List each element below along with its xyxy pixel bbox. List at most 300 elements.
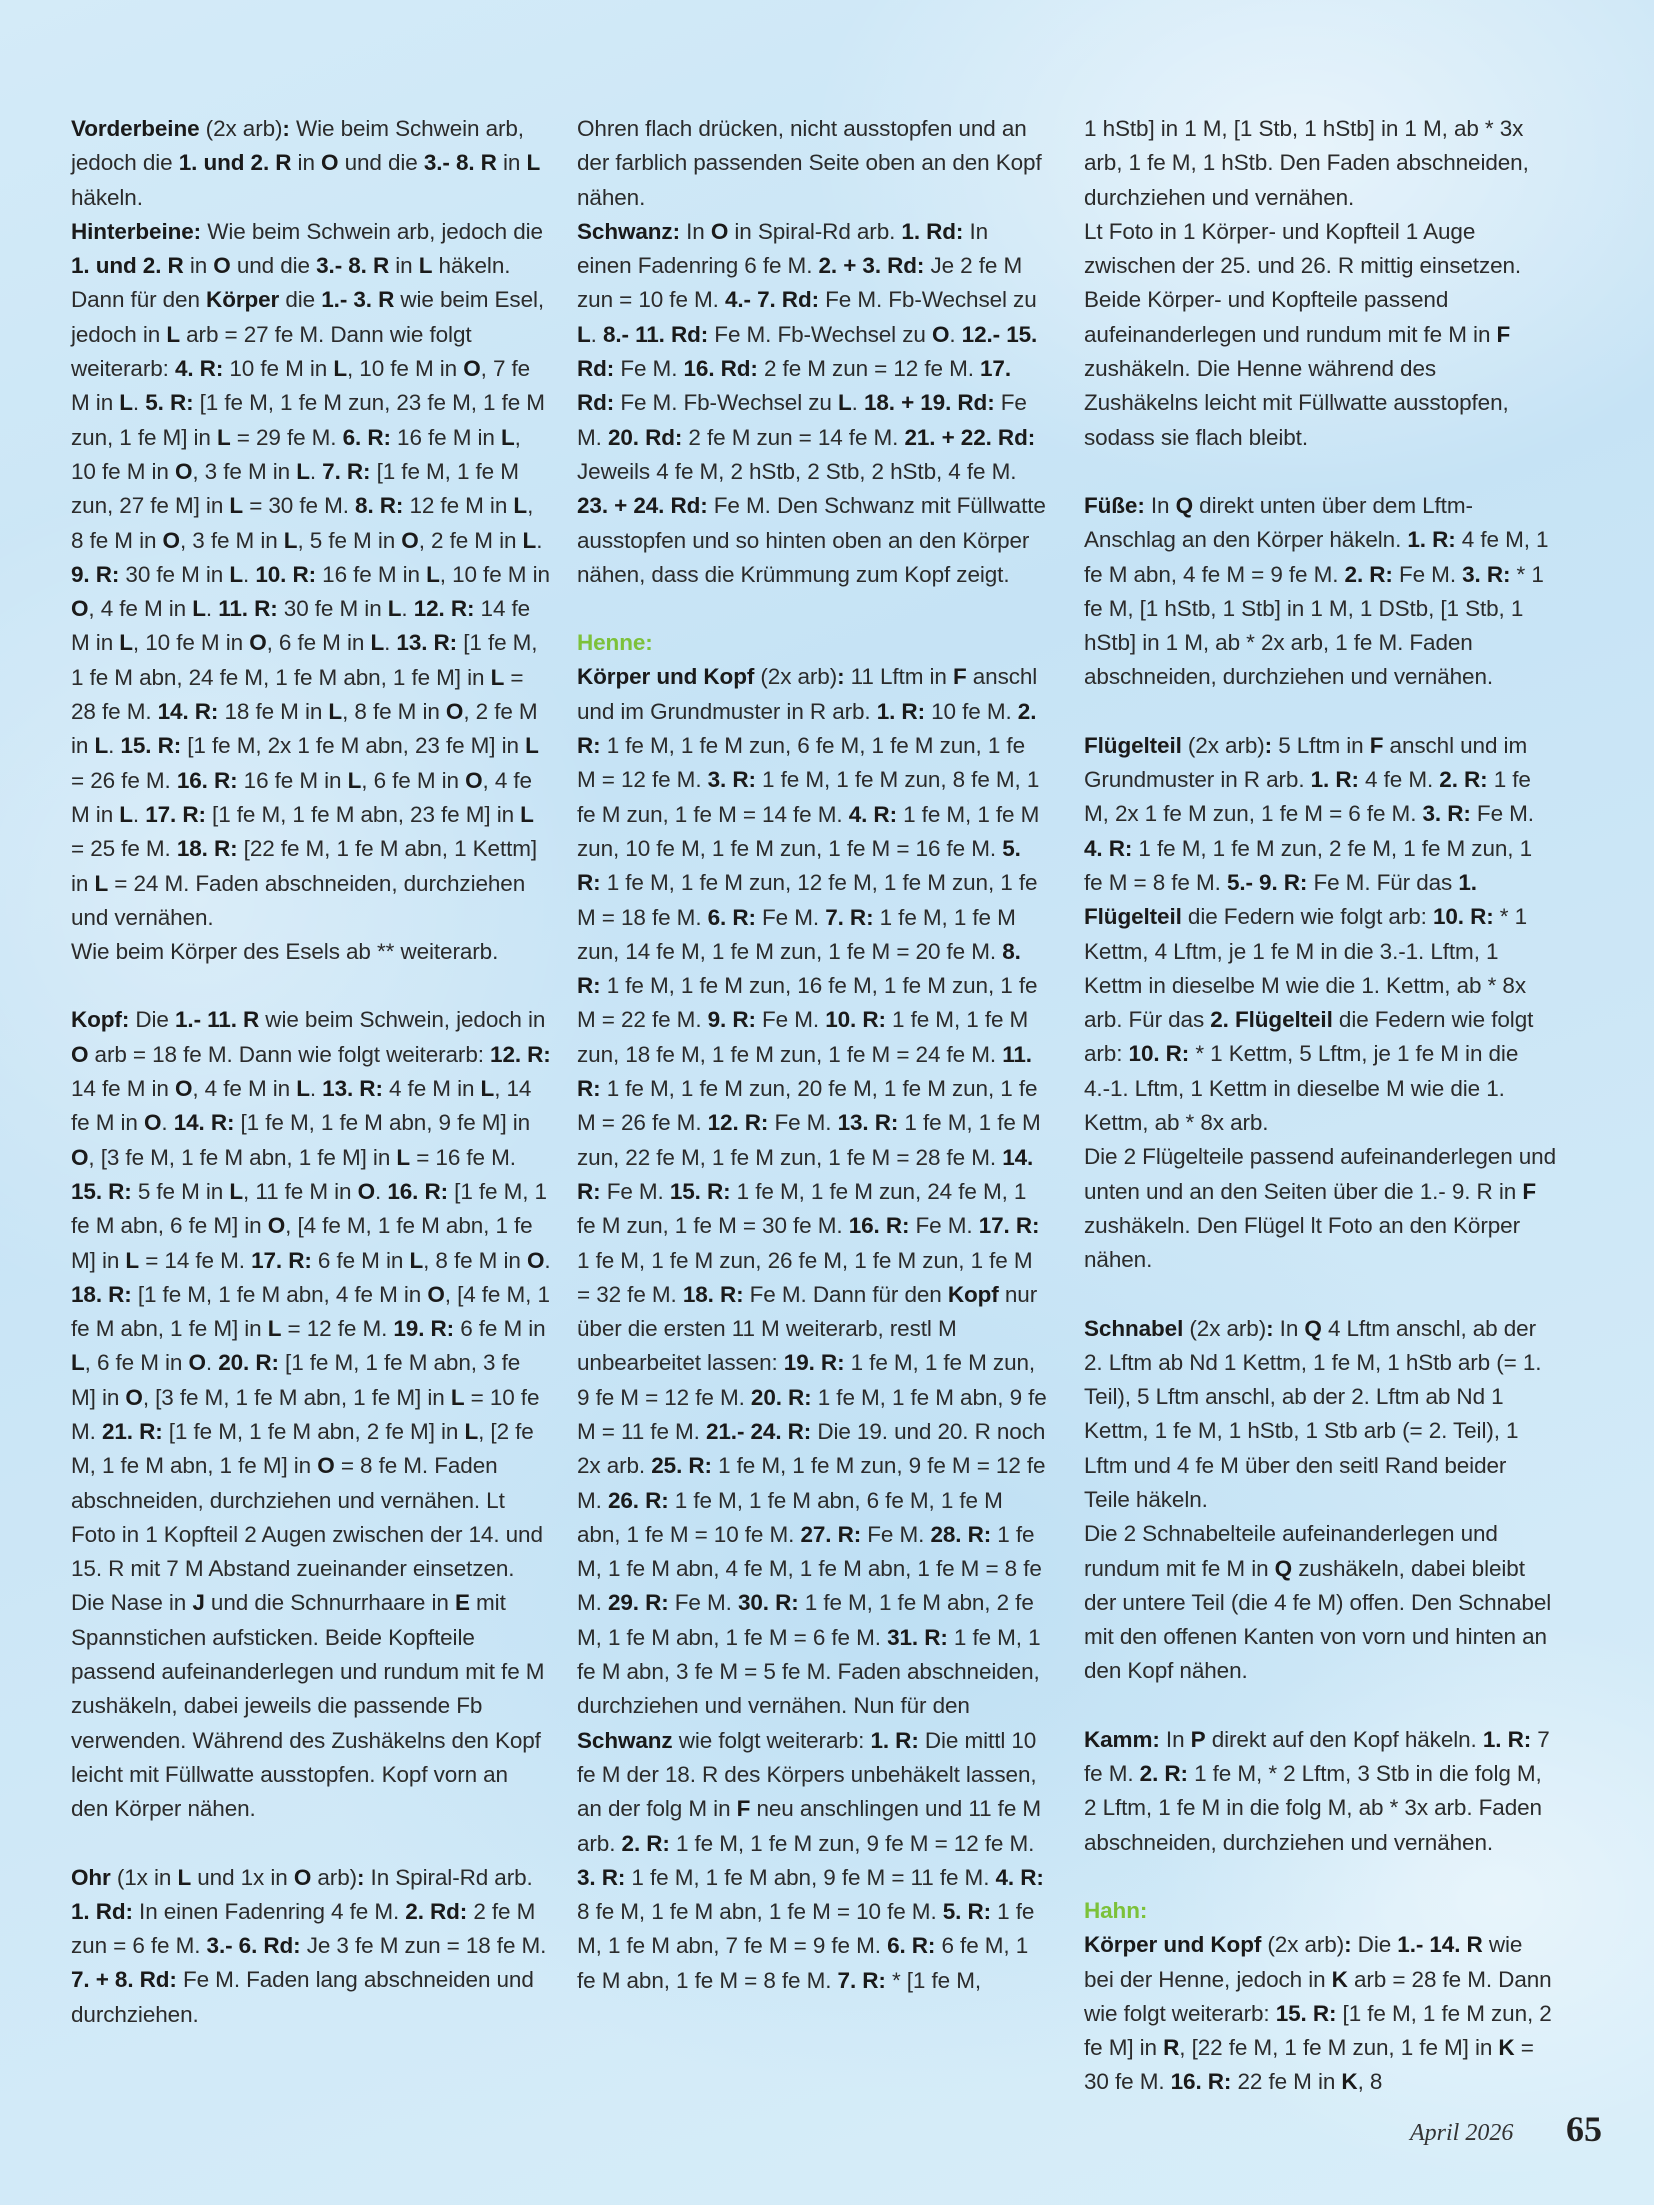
- text-run: In: [679, 218, 711, 244]
- bold-text: O: [71, 1041, 89, 1067]
- bold-text: L: [94, 870, 109, 896]
- text-run: in Spiral-Rd arb.: [728, 218, 902, 244]
- text-run: Fe M. Faden lang abschneiden und durchziehen.: [71, 1967, 534, 2027]
- text-run: Fe M. Fb-Wechsel zu: [614, 390, 838, 416]
- bold-text: 14. R:: [157, 699, 219, 725]
- bold-text: 12. R:: [413, 596, 475, 622]
- bold-text: 1. R:: [876, 698, 925, 724]
- bold-text: 18. R:: [176, 836, 238, 862]
- bold-text: 8. R:: [577, 938, 1021, 999]
- bold-text: O: [465, 767, 483, 793]
- text-run: Fe M.: [614, 356, 684, 382]
- bold-text: L: [577, 321, 591, 347]
- bold-text: O: [213, 253, 231, 279]
- text-run: Die: [129, 1007, 175, 1033]
- text-run: = 24 M. Faden abschneiden, durchziehen und vernähen.: [71, 870, 526, 930]
- paragraph-spacer: [71, 1827, 551, 1861]
- bold-text: 5. R:: [577, 835, 1021, 896]
- paragraph: [71, 935, 551, 969]
- text-run: mit Spannstichen aufsticken. Beide Kopfteile passend aufeinanderlegen und rundum mit fe M zushäkeln, dabei jeweils die passende Fb verwenden. Während des Zushäkelns den Kopf leicht mit Füllwatte ausstopfen. Kopf vorn an den Körper nähen.: [71, 1590, 545, 1822]
- bold-text: 8.- 11. Rd:: [602, 321, 709, 347]
- bold-text: L: [216, 424, 231, 450]
- text-run: 10 fe M.: [924, 698, 1018, 724]
- paragraph: [1084, 1928, 1556, 2099]
- text-run: [1 fe M, 1 fe M abn, 3 fe M] in: [71, 1350, 521, 1410]
- bold-text: 9. R:: [707, 1007, 756, 1033]
- bold-text: 16. R:: [1170, 2069, 1232, 2095]
- text-run: (2x arb): [199, 116, 283, 141]
- bold-text: :: [837, 664, 845, 690]
- bold-text: L: [333, 356, 347, 382]
- text-run: 1 fe M, 1 fe M zun, 6 fe M, 1 fe M zun, 1 fe M = 12 fe M.: [577, 733, 1025, 793]
- text-run: arb = 28 fe M. Dann wie folgt weiterarb:: [1084, 1966, 1552, 2026]
- bold-text: 13. R:: [322, 1076, 383, 1102]
- text-run: wie beim Schwein, jedoch in: [259, 1007, 546, 1033]
- text-run: .: [309, 458, 323, 484]
- bold-text: L: [837, 390, 852, 416]
- text-run: 7 fe M.: [1084, 1726, 1550, 1787]
- bold-text: O: [267, 1213, 286, 1239]
- text-run: .: [375, 1178, 388, 1204]
- bold-text: 7. + 8. Rd:: [71, 1967, 177, 1993]
- bold-text: 20. R:: [218, 1350, 279, 1376]
- text-run: 1 fe M, 1 fe M zun, 18 fe M, 1 fe M zun, 1 fe M = 24 fe M.: [577, 1007, 1029, 1067]
- bold-text: L: [426, 561, 440, 587]
- text-run: Fe M.: [755, 1007, 826, 1033]
- text-run: 22 fe M in: [1231, 2069, 1342, 2095]
- text-run: 1 fe M, 1 fe M abn, 9 fe M = 11 fe M.: [625, 1864, 996, 1890]
- text-run: Fe M. Den Schwanz mit Füllwatte ausstopfen und so hinten oben an den Körper nähen, dass die Krümmung zum Kopf zeigt.: [577, 493, 1046, 587]
- bold-text: 2. Flügelteil: [1210, 1007, 1333, 1033]
- paragraph-spacer: [1084, 695, 1556, 729]
- bold-text: P: [1190, 1726, 1206, 1752]
- bold-text: Flügelteil: [1084, 732, 1182, 758]
- text-run: 1 fe M, 1 fe M abn, 9 fe M = 11 fe M.: [577, 1384, 1047, 1444]
- text-run: [1 fe M, 1 fe M abn, 23 fe M] in: [205, 801, 521, 827]
- bold-text: 2. R:: [621, 1830, 670, 1856]
- paragraph-spacer: [1084, 1278, 1556, 1312]
- bold-text: O: [249, 630, 267, 656]
- text-run: = 28 fe M.: [71, 664, 524, 725]
- text-run: 1 fe M, 1 fe M zun, 24 fe M, 1 fe M zun, 1 fe M = 30 fe M.: [577, 1178, 1027, 1239]
- bold-text: 5. R:: [145, 390, 194, 416]
- text-run: 1 fe M, 1 fe M abn, 6 fe M, 1 fe M abn, 1 fe M = 10 fe M.: [577, 1487, 1003, 1547]
- text-run: In: [1273, 1315, 1305, 1341]
- bold-text: 3.- 8. R: [423, 150, 497, 176]
- bold-text: O: [188, 1350, 206, 1376]
- text-run: Wie beim Schwein arb, jedoch die: [201, 218, 543, 244]
- text-run: = 25 fe M.: [71, 836, 177, 862]
- text-run: = 30 fe M.: [243, 493, 356, 519]
- bold-text: L: [480, 1076, 495, 1102]
- text-run: 1 fe M, 1 fe M zun, 16 fe M, 1 fe M zun, 1 fe M = 22 fe M.: [577, 973, 1038, 1033]
- text-run: In: [1144, 492, 1176, 518]
- text-run: [22 fe M, 1 fe M abn, 1 Kettm] in: [71, 836, 538, 896]
- text-run: 1 fe M, 1 fe M zun, 9 fe M = 12 fe M.: [577, 1350, 1036, 1410]
- text-run: , [2 fe M, 1 fe M abn, 1 fe M] in: [71, 1418, 534, 1479]
- bold-text: 15. R:: [120, 733, 182, 759]
- text-run: , 8 fe M in: [423, 1247, 527, 1273]
- text-run: Die 2 Schnabelteile aufeinanderlegen und rundum mit fe M in: [1084, 1521, 1498, 1581]
- bold-text: O: [143, 1110, 162, 1136]
- bold-text: L: [177, 1864, 192, 1890]
- bold-text: 3. R:: [577, 1864, 626, 1890]
- text-run: (1x in: [110, 1864, 178, 1890]
- text-run: arb): [311, 1864, 357, 1890]
- text-run: 5 fe M in: [131, 1178, 230, 1204]
- paragraph-spacer: [1084, 1860, 1556, 1894]
- bold-text: 4.- 7. Rd:: [724, 287, 819, 313]
- section-heading: [1084, 1894, 1556, 1928]
- bold-text: 1. R:: [1482, 1726, 1532, 1752]
- bold-text: J: [192, 1590, 205, 1616]
- bold-text: 20. Rd:: [607, 424, 683, 450]
- text-run: Henne:: [577, 630, 653, 656]
- text-run: 1 fe M, 2x 1 fe M zun, 1 fe M = 6 fe M.: [1084, 767, 1531, 827]
- bold-text: L: [166, 321, 180, 347]
- text-run: In: [1159, 1726, 1191, 1752]
- bold-text: L: [119, 801, 133, 827]
- text-run: Die mittl 10 fe M der 18. R des Körpers unbehäkelt lassen, an der folg M in: [577, 1727, 1037, 1822]
- bold-text: 16. R:: [387, 1178, 449, 1204]
- bold-text: 9. R:: [71, 561, 120, 587]
- paragraph: [1084, 1517, 1556, 1688]
- bold-text: 4. R:: [848, 801, 897, 827]
- text-run: , [4 fe M, 1 fe M abn, 1 fe M] in: [71, 1281, 550, 1342]
- bold-text: L: [526, 150, 541, 176]
- bold-text: Hinterbeine:: [71, 218, 202, 244]
- bold-text: 10. R:: [1432, 904, 1494, 930]
- bold-text: 10. R:: [825, 1007, 886, 1033]
- text-run: 2 fe M zun = 6 fe M.: [71, 1898, 536, 1959]
- page-number: 65: [1566, 2109, 1602, 2149]
- bold-text: O: [931, 321, 950, 347]
- text-run: Fe M. Fb-Wechsel zu: [708, 321, 932, 347]
- text-run: wie bei der Henne, jedoch in: [1084, 1932, 1523, 1992]
- text-run: 1 fe M, 1 fe M zun, 20 fe M, 1 fe M zun, 1 fe M = 26 fe M.: [577, 1076, 1038, 1136]
- text-run: die: [279, 287, 322, 313]
- bold-text: 30. R:: [737, 1590, 799, 1616]
- text-run: Fe M.: [1470, 801, 1534, 827]
- bold-text: 18. + 19. Rd:: [863, 390, 995, 416]
- text-run: Fe M.: [909, 1213, 979, 1239]
- bold-text: L: [229, 493, 244, 519]
- text-run: zushäkeln. Den Flügel lt Foto an den Körper nähen.: [1084, 1212, 1520, 1273]
- text-run: , 7 fe M in: [71, 356, 531, 416]
- text-run: , 10 fe M in: [71, 424, 521, 484]
- text-run: 12 fe M in: [403, 493, 514, 519]
- text-run: neu anschlingen und 11 fe M arb.: [577, 1796, 1042, 1856]
- text-run: In einen Fadenring 4 fe M.: [132, 1898, 406, 1924]
- bold-text: 16. R:: [848, 1213, 910, 1239]
- text-run: häkeln. Dann für den: [71, 253, 511, 313]
- text-run: 5 Lftm in: [1272, 732, 1370, 758]
- paragraph-spacer: [1084, 455, 1556, 489]
- bold-text: 15. R:: [1275, 2000, 1337, 2026]
- bold-text: 10. R:: [255, 561, 317, 587]
- text-run: Fe M. Für das: [1307, 869, 1459, 895]
- text-run: 4 Lftm anschl, ab der 2. Lftm ab Nd 1 Kettm, 1 fe M, 1 hStb arb (= 1. Teil), 5 Lftm anschl, ab der 2. Lftm ab Nd 1 Kettm, 1 fe M, 1 hStb, 1 Stb arb (= 2. Teil), 1 Lftm und 4 fe M über den seitl Rand beider Teile häkeln.: [1084, 1315, 1542, 1512]
- bold-text: L: [464, 1418, 479, 1444]
- bold-text: 1. Rd:: [71, 1898, 133, 1924]
- text-run: , [3 fe M, 1 fe M abn, 1 fe M] in: [88, 1144, 397, 1170]
- text-run: 18 fe M in: [218, 699, 329, 725]
- text-run: 2 fe M zun = 14 fe M.: [682, 424, 905, 450]
- bold-text: O: [162, 527, 180, 553]
- text-run: 1 fe M, * 2 Lftm, 3 Stb in die folg M, 2 Lftm, 1 fe M in die folg M, ab * 3x arb. Faden abschneiden, durchziehen und vernähen.: [1084, 1761, 1542, 1855]
- paragraph: [71, 1003, 551, 1826]
- bold-text: 2. R:: [1344, 561, 1393, 587]
- bold-text: O: [463, 356, 481, 382]
- bold-text: R: [1163, 2035, 1180, 2061]
- text-run: , 4 fe M in: [71, 767, 532, 827]
- paragraph: [577, 660, 1047, 1998]
- text-run: Fe M.: [861, 1521, 931, 1547]
- text-run: [1 fe M, 1 fe M zun, 23 fe M, 1 fe M zun, 1 fe M] in: [71, 390, 545, 450]
- bold-text: 1. Flügelteil: [1084, 869, 1477, 930]
- text-run: 8 fe M, 1 fe M abn, 1 fe M = 10 fe M.: [577, 1899, 943, 1925]
- bold-text: 2. Rd:: [405, 1898, 468, 1924]
- text-run: In Spiral-Rd arb.: [364, 1864, 533, 1890]
- text-run: arb = 27 fe M. Dann wie folgt weiterarb:: [71, 321, 472, 382]
- bold-text: 17. R:: [145, 801, 206, 827]
- text-run: und die: [338, 150, 424, 176]
- text-run: , 8: [1357, 2069, 1383, 2095]
- bold-text: L: [520, 801, 534, 827]
- text-run: [1 fe M, 1 fe M abn, 6 fe M] in: [71, 1178, 547, 1239]
- bold-text: 1.- 11. R: [175, 1007, 260, 1033]
- text-run: in: [496, 150, 527, 176]
- bold-text: L: [387, 596, 402, 622]
- text-run: 1 fe M, 1 fe M zun, 9 fe M = 12 fe M.: [669, 1830, 1035, 1856]
- bold-text: L: [267, 1316, 282, 1342]
- bold-text: O: [427, 1281, 445, 1307]
- bold-text: Körper und Kopf: [577, 664, 755, 690]
- text-run: = 8 fe M. Faden abschneiden, durchziehen und vernähen. Lt Foto in 1 Kopfteil 2 Augen zwischen der 14. und 15. R mit 7 M Abstand zueinander einsetzen. Die Nase in: [71, 1453, 543, 1616]
- paragraph: [1084, 1312, 1556, 1518]
- bold-text: O: [710, 218, 729, 244]
- text-run: * [1 fe M,: [885, 1967, 981, 1993]
- text-run: 6 fe M, 1 fe M abn, 1 fe M = 8 fe M.: [577, 1933, 1029, 1993]
- bold-text: F: [1496, 321, 1511, 347]
- bold-text: 1.- 14. R: [1397, 1932, 1483, 1958]
- bold-text: 17. R:: [978, 1213, 1040, 1239]
- text-run: , 11 fe M in: [243, 1178, 358, 1204]
- text-run: 1 fe M, 1 fe M abn, 3 fe M = 5 fe M. Faden abschneiden, durchziehen und vernähen. Nun für den: [577, 1624, 1041, 1719]
- bold-text: O: [293, 1864, 312, 1890]
- text-run: 1 fe M, 1 fe M zun, 8 fe M, 1 fe M zun, 1 fe M = 14 fe M.: [577, 767, 1040, 827]
- bold-text: 21.- 24. R:: [705, 1418, 812, 1444]
- bold-text: L: [283, 527, 298, 553]
- bold-text: 2. R:: [1139, 1761, 1188, 1787]
- paragraph: [1084, 1140, 1556, 1277]
- bold-text: Kopf:: [71, 1007, 130, 1033]
- bold-text: Körper und Kopf: [1084, 1932, 1262, 1958]
- text-run: [1 fe M, 1 fe M abn, 9 fe M] in: [234, 1110, 531, 1136]
- bold-text: 2. + 3. Rd:: [818, 253, 925, 279]
- bold-text: 4. R:: [1084, 835, 1133, 861]
- paragraph: [1084, 1723, 1556, 1860]
- text-run: 1 fe M, 1 fe M zun, 22 fe M, 1 fe M zun, 1 fe M = 28 fe M.: [577, 1110, 1041, 1170]
- bold-text: O: [125, 1384, 143, 1410]
- text-run: 1 fe M, 1 fe M zun, 12 fe M, 1 fe M zun, 1 fe M = 18 fe M.: [577, 870, 1038, 930]
- paragraph: [1084, 489, 1556, 695]
- bold-text: Ohr: [71, 1864, 111, 1890]
- bold-text: 2. R:: [1439, 767, 1488, 793]
- issue-date: April 2026: [1410, 2120, 1514, 2146]
- text-run: , 6 fe M in: [266, 630, 371, 656]
- text-run: .: [132, 801, 146, 827]
- text-run: , 4 fe M in: [88, 596, 193, 622]
- paragraph: [71, 1861, 551, 2032]
- text-run: 14 fe M in: [71, 1076, 175, 1102]
- bold-text: 1. R:: [1310, 767, 1359, 793]
- bold-text: 6. R:: [887, 1933, 936, 1959]
- bold-text: 8. R:: [355, 493, 404, 519]
- text-column-2: [577, 112, 1047, 1998]
- paragraph-spacer: [71, 969, 551, 1003]
- bold-text: 16. Rd:: [683, 356, 758, 382]
- bold-text: O: [71, 596, 89, 622]
- text-run: , 5 fe M in: [297, 527, 402, 553]
- bold-text: O: [445, 699, 464, 725]
- text-run: .: [536, 527, 543, 553]
- text-run: .: [161, 1110, 174, 1136]
- text-run: , 4 fe M in: [192, 1076, 297, 1102]
- text-run: 2 fe M zun = 12 fe M.: [757, 356, 981, 382]
- text-run: 1 hStb] in 1 M, [1 Stb, 1 hStb] in 1 M, ab * 3x arb, 1 fe M, 1 hStb. Den Faden abschneiden, durchziehen und vernähen.: [1084, 116, 1529, 210]
- text-run: nur über die ersten 11 M weiterarb, restl M unbearbeitet lassen:: [577, 1281, 1038, 1376]
- text-run: 1 fe M, 1 fe M zun, 9 fe M = 12 fe M.: [577, 1453, 1046, 1513]
- text-run: 1 fe M, 1 fe M zun, 2 fe M, 1 fe M zun, 1 fe M = 8 fe M.: [1084, 835, 1532, 895]
- bold-text: O: [401, 527, 419, 553]
- text-run: in: [291, 150, 322, 176]
- text-run: = 14 fe M.: [139, 1247, 252, 1273]
- bold-text: Kopf: [947, 1281, 999, 1307]
- bold-text: L: [71, 1350, 85, 1376]
- bold-text: 3.- 6. Rd:: [206, 1933, 301, 1959]
- text-run: Fe M. Dann für den: [743, 1281, 948, 1307]
- bold-text: 23. + 24. Rd:: [577, 493, 708, 519]
- text-run: * 1 Kettm, 4 Lftm, je 1 fe M in die 3.-1. Lftm, 1 Kettm in dieselbe M wie die 1. Kettm, ab * 8x arb. Für das: [1084, 904, 1527, 1033]
- bold-text: 5. R:: [942, 1899, 992, 1925]
- bold-text: O: [174, 1076, 193, 1102]
- bold-text: Q: [1274, 1555, 1293, 1581]
- bold-text: L: [490, 664, 505, 690]
- text-run: 14 fe M in: [71, 596, 531, 656]
- bold-text: Körper: [206, 287, 280, 313]
- text-run: .: [205, 596, 219, 622]
- bold-text: 16. R:: [176, 767, 238, 793]
- text-run: 4 fe M, 1 fe M abn, 4 fe M = 9 fe M.: [1084, 527, 1549, 587]
- paragraph: [71, 215, 551, 935]
- text-run: und die: [230, 253, 317, 279]
- bold-text: L: [119, 630, 133, 656]
- text-run: [1 fe M, 1 fe M abn, 2 fe M] in: [162, 1418, 465, 1444]
- bold-text: 25. R:: [651, 1453, 712, 1479]
- bold-text: 6. R:: [342, 424, 391, 450]
- bold-text: O: [317, 1453, 335, 1479]
- text-run: direkt unten über dem Lftm-Anschlag an den Körper häkeln.: [1084, 492, 1473, 553]
- text-run: , 8 fe M in: [342, 699, 446, 725]
- bold-text: 15. R:: [669, 1178, 731, 1204]
- bold-text: 14. R:: [577, 1144, 1034, 1204]
- text-run: , [3 fe M, 1 fe M abn, 1 fe M] in: [142, 1384, 451, 1410]
- text-run: 1 fe M, 1 fe M zun, 26 fe M, 1 fe M zun, 1 fe M = 32 fe M.: [577, 1247, 1033, 1307]
- paragraph: [577, 112, 1047, 215]
- bold-text: L: [296, 458, 310, 484]
- text-run: .: [309, 1076, 323, 1102]
- bold-text: O: [321, 150, 339, 176]
- bold-text: 3. R:: [707, 767, 756, 793]
- bold-text: 11. R:: [218, 596, 278, 622]
- bold-text: F: [952, 664, 967, 690]
- text-run: [1 fe M, 1 fe M abn, 24 fe M, 1 fe M abn, 1 fe M] in: [71, 630, 538, 690]
- bold-text: L: [513, 493, 528, 519]
- section-heading: [577, 626, 1047, 660]
- bold-text: L: [229, 1178, 244, 1204]
- bold-text: :: [1264, 732, 1273, 758]
- text-run: 10 fe M in: [223, 356, 334, 382]
- text-run: Hahn:: [1084, 1897, 1148, 1923]
- bold-text: 1. R:: [1407, 527, 1456, 553]
- text-run: (2x arb): [1181, 732, 1265, 758]
- text-run: in: [389, 253, 419, 279]
- bold-text: 1. und 2. R: [71, 253, 184, 279]
- text-run: , 10 fe M in: [439, 561, 550, 587]
- text-run: Fe M. Fb-Wechsel zu: [818, 287, 1037, 313]
- text-run: anschl und im Grundmuster in R arb.: [1084, 732, 1528, 793]
- bold-text: L: [409, 1247, 424, 1273]
- bold-text: 3.- 8. R: [316, 253, 390, 279]
- text-run: .: [205, 1350, 219, 1376]
- text-run: , 6 fe M in: [84, 1350, 189, 1376]
- bold-text: 3. R:: [1462, 561, 1511, 587]
- text-run: = 26 fe M.: [71, 767, 177, 793]
- text-run: .: [384, 630, 397, 656]
- text-run: 1 fe M, 1 fe M abn, 7 fe M = 9 fe M.: [577, 1899, 1035, 1959]
- bold-text: 10. R:: [1128, 1041, 1190, 1067]
- bold-text: F: [736, 1796, 751, 1822]
- text-run: 6 fe M in: [311, 1247, 410, 1273]
- bold-text: 21. + 22. Rd:: [904, 424, 1036, 450]
- bold-text: :: [282, 116, 290, 141]
- text-run: [1 fe M, 1 fe M abn, 4 fe M in: [131, 1281, 428, 1307]
- paragraph: [1084, 112, 1556, 215]
- text-column-3: [1084, 112, 1556, 2100]
- paragraph-spacer: [1084, 1689, 1556, 1723]
- text-run: (2x arb): [1183, 1315, 1267, 1341]
- text-run: 4 fe M.: [1358, 767, 1440, 793]
- text-run: .: [949, 321, 962, 347]
- paragraph: [1084, 729, 1556, 1141]
- bold-text: 12. R:: [490, 1041, 551, 1067]
- text-run: .: [108, 733, 121, 759]
- text-run: [1 fe M, 1 fe M zun, 2 fe M] in: [1084, 2000, 1552, 2061]
- text-run: 4 fe M in: [382, 1076, 481, 1102]
- bold-text: Schwanz:: [577, 218, 680, 244]
- bold-text: L: [125, 1247, 140, 1273]
- bold-text: :: [1344, 1932, 1352, 1958]
- bold-text: 31. R:: [887, 1624, 948, 1650]
- text-run: 1 fe M, 1 fe M abn, 2 fe M, 1 fe M abn, 1 fe M = 6 fe M.: [577, 1590, 1034, 1650]
- bold-text: 11. R:: [577, 1041, 1032, 1102]
- text-run: (2x arb): [1261, 1932, 1345, 1958]
- bold-text: L: [525, 733, 539, 759]
- text-run: .: [401, 596, 414, 622]
- bold-text: 7. R:: [837, 1967, 886, 1993]
- bold-text: L: [328, 699, 343, 725]
